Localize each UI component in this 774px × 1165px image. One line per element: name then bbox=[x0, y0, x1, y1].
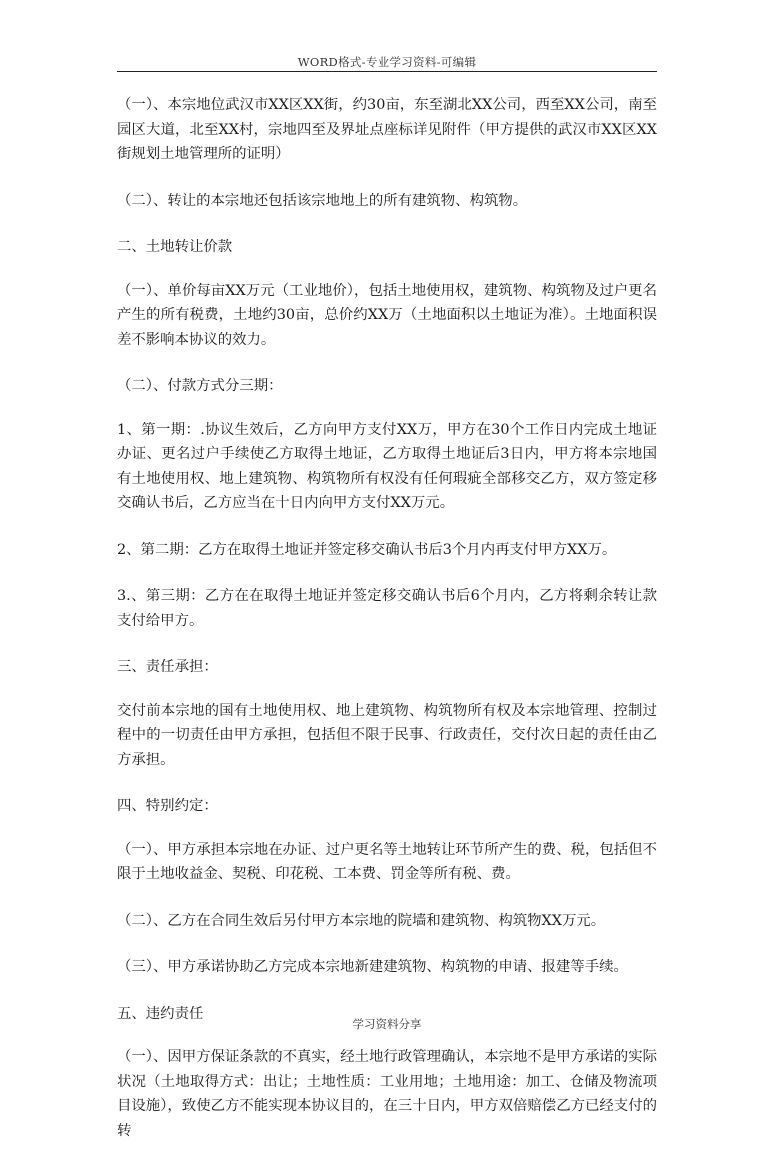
paragraph-land-location: （一）、本宗地位武汉市XX区XX街，约30亩，东至湖北XX公司，西至XX公司，南至园区大道，北至XX村，宗地四至及界址点座标详见附件（甲方提供的武汉市XX区XX街规划土地管理所的证明） bbox=[117, 97, 657, 162]
paragraph-buildings-included: （二）、转让的本宗地还包括该宗地地上的所有建筑物、构筑物。 bbox=[117, 192, 528, 209]
paragraph-breach-1: （一）、因甲方保证条款的不真实，经土地行政管理确认，本宗地不是甲方承诺的实际状况（土地取得方式：出让；土地性质：工业用地；土地用途：加工、仓储及物流项目设施），致使乙方不能实现本协议目的，在三十日内，甲方双倍赔偿乙方已经支付的转 bbox=[117, 1049, 657, 1139]
paragraph-special-term-2: （二）、乙方在合同生效后另付甲方本宗地的院墙和建筑物、构筑物XX万元。 bbox=[117, 912, 606, 929]
header-divider bbox=[117, 71, 657, 72]
paragraph-payment-method: （二）、付款方式分三期： bbox=[117, 378, 283, 394]
section-heading-special-terms: 四、特别约定： bbox=[117, 798, 218, 814]
section-heading-price: 二、土地转让价款 bbox=[117, 239, 233, 255]
paragraph-special-term-3: （三）、甲方承诺协助乙方完成本宗地新建建筑物、构筑物的申请、报建等手续。 bbox=[117, 959, 628, 975]
section-heading-breach: 五、违约责任 bbox=[117, 1005, 204, 1022]
document-body bbox=[117, 93, 657, 1165]
paragraph-payment-phase-2: 2、第二期：乙方在取得土地证并签定移交确认书后3个月内再支付甲方XX万。 bbox=[117, 541, 617, 558]
page-header: WORD格式-专业学习资料-可编辑 bbox=[297, 55, 477, 69]
paragraph-payment-phase-3: 3.、第三期：乙方在在取得土地证并签定移交确认书后6个月内，乙方将剩余转让款支付给甲方。 bbox=[117, 588, 657, 629]
paragraph-payment-phase-1: 1、第一期：.协议生效后，乙方向甲方支付XX万，甲方在30个工作日内完成土地证办证、更名过户手续使乙方取得土地证，乙方取得土地证后3日内，甲方将本宗地国有土地使用权、地上建筑物、构筑物所有权没有任何瑕疵全部移交乙方，双方签定移交确认书后，乙方应当在十日内向甲方支付XX万元。 bbox=[117, 421, 657, 511]
page-footer: 学习资料分享 bbox=[352, 1017, 422, 1031]
section-heading-liability: 三、责任承担： bbox=[117, 659, 218, 675]
paragraph-special-term-1: （一）、甲方承担本宗地在办证、过户更名等土地转让环节所产生的费、税，包括但不限于土地收益金、契税、印花税、工本费、罚金等所有税、费。 bbox=[117, 841, 657, 882]
paragraph-unit-price: （一）、单价每亩XX万元（工业地价），包括土地使用权，建筑物、构筑物及过户更名产生的所有税费，土地约30亩，总价约XX万（土地面积以土地证为准）。土地面积误差不影响本协议的效力。 bbox=[117, 282, 657, 348]
paragraph-liability: 交付前本宗地的国有土地使用权、地上建筑物、构筑物所有权及本宗地管理、控制过程中的一切责任由甲方承担，包括但不限于民事、行政责任，交付次日起的责任由乙方承担。 bbox=[117, 702, 657, 768]
